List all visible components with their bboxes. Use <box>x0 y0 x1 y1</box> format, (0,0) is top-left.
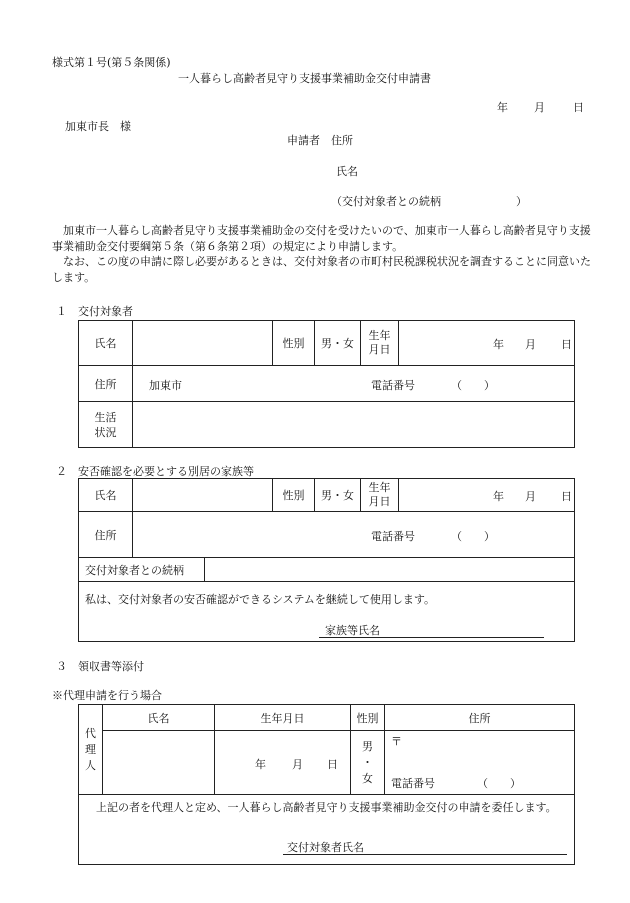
birthdate-field[interactable]: 年 月 日 <box>399 321 575 366</box>
proxy-table <box>78 704 575 865</box>
proxy-heading: ※代理申請を行う場合 <box>52 689 162 702</box>
proxy-gender-header: 性別 <box>351 705 385 731</box>
family-birthdate-label: 生年 月日 <box>361 479 399 512</box>
proxy-name-field[interactable] <box>103 731 215 795</box>
applicant-address-label: 申請者 住所 <box>287 134 353 147</box>
form-title: 一人暮らし高齢者見守り支援事業補助金交付申請書 <box>178 72 431 85</box>
proxy-birth-header: 生年月日 <box>215 705 351 731</box>
name-field[interactable] <box>133 321 273 366</box>
name-label: 氏名 <box>79 321 133 366</box>
proxy-address-header: 住所 <box>385 705 575 731</box>
family-consent-cell <box>79 582 575 642</box>
phone-field[interactable]: （ ） <box>451 378 495 392</box>
family-gender-options[interactable]: 男・女 <box>315 479 361 512</box>
applicant-relation-label: （交付対象者との続柄 <box>331 195 441 208</box>
living-status-label: 生活 状況 <box>79 402 133 448</box>
living-status-field[interactable] <box>133 402 575 448</box>
consent-statement: なお、この度の申請に際し必要があるときは、交付対象者の市町村民税課税状況を調査することに同意いたします。 <box>52 255 591 284</box>
gender-label: 性別 <box>273 321 315 366</box>
proxy-side-label: 代 理 人 <box>79 705 103 795</box>
proxy-name-header: 氏名 <box>103 705 215 731</box>
proxy-address-field[interactable] <box>385 731 575 795</box>
applicant-name-label: 氏名 <box>336 165 358 178</box>
continuous-use-statement: 私は、交付対象者の安否確認ができるシステムを継続して使用します。 <box>85 593 436 606</box>
proxy-gender-options[interactable]: 男 ・ 女 <box>351 731 385 795</box>
section3-heading: ３ 領収書等添付 <box>56 660 144 673</box>
phone-label: 電話番号 <box>371 378 415 392</box>
postal-mark: 〒 <box>391 735 402 748</box>
family-signature-line[interactable] <box>319 637 544 638</box>
addressee: 加東市長 様 <box>65 120 131 133</box>
proxy-phone-field[interactable]: （ ） <box>477 777 521 790</box>
application-statement: 加東市一人暮らし高齢者見守り支援事業補助金の交付を受けたいので、加東市一人暮らし高齢者見守り支援事業補助金交付要綱第５条（第６条第２項）の規定により申請します。 <box>52 224 591 253</box>
family-name-field[interactable] <box>133 479 273 512</box>
delegation-cell <box>79 795 575 865</box>
family-gender-label: 性別 <box>273 479 315 512</box>
family-address-label: 住所 <box>79 512 133 558</box>
family-signature-label: 家族等氏名 <box>325 624 380 637</box>
date-month-label: 月 <box>534 101 545 114</box>
family-phone-field[interactable]: （ ） <box>451 529 495 543</box>
birthdate-label: 生年 月日 <box>361 321 399 366</box>
address-label: 住所 <box>79 366 133 402</box>
delegation-statement: 上記の者を代理人と定め、一人暮らし高齢者見守り支援事業補助金交付の申請を委任します。 <box>85 801 557 814</box>
section2-heading: ２ 安否確認を必要とする別居の家族等 <box>56 465 254 478</box>
family-birthdate-field[interactable]: 年 月 日 <box>399 479 575 512</box>
gender-options[interactable]: 男・女 <box>315 321 361 366</box>
form-number: 様式第１号(第５条関係) <box>52 56 171 69</box>
section1-heading: １ 交付対象者 <box>56 305 133 318</box>
family-phone-label: 電話番号 <box>371 529 415 543</box>
beneficiary-signature-label: 交付対象者氏名 <box>287 841 364 854</box>
proxy-birth-field[interactable]: 年 月 日 <box>215 731 351 795</box>
address-prefix: 加東市 <box>149 378 182 392</box>
date-year-label: 年 <box>497 101 508 114</box>
family-name-label: 氏名 <box>79 479 133 512</box>
family-relation-label: 交付対象者との続柄 <box>79 558 205 582</box>
family-table <box>78 478 575 642</box>
family-relation-field[interactable] <box>205 558 575 582</box>
proxy-phone-label: 電話番号 <box>391 777 435 790</box>
family-address-field[interactable] <box>133 512 575 558</box>
beneficiary-signature-line[interactable] <box>283 854 567 855</box>
address-field[interactable] <box>133 366 575 402</box>
beneficiary-table <box>78 320 575 448</box>
applicant-relation-close: ） <box>516 195 527 208</box>
date-day-label: 日 <box>573 101 584 114</box>
